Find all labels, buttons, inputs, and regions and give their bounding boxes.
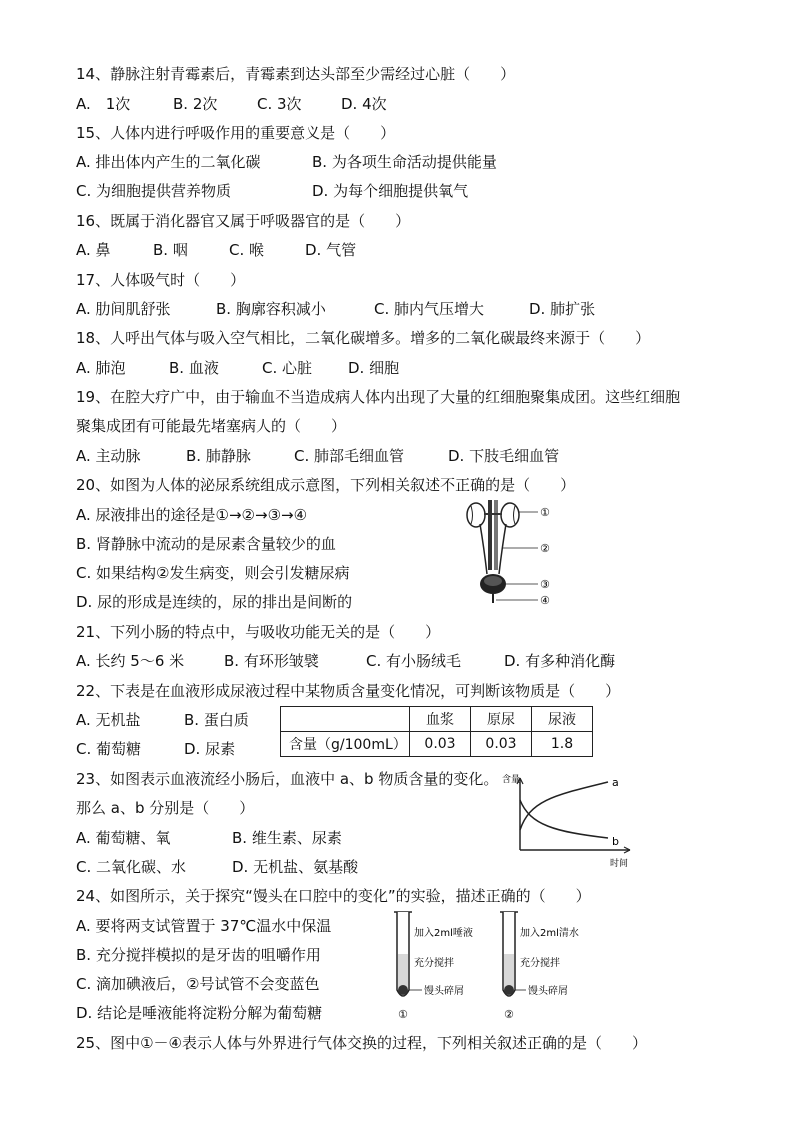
question-20-stem: 20、如图为人体的泌尿系统组成示意图，下列相关叙述不正确的是（ ） [76, 476, 576, 494]
urinary-system-figure [456, 498, 556, 610]
tube2-top-label: 加入2ml清水 [520, 928, 579, 939]
question-19-stem-cont: 聚集成团有可能最先堵塞病人的（ ） [76, 417, 347, 435]
q14-option-b: B. 2次 [173, 95, 218, 113]
q22-option-d: D. 尿素 [184, 740, 236, 758]
q16-option-a: A. 鼻 [76, 241, 111, 259]
q15-option-c: C. 为细胞提供营养物质 [76, 182, 232, 200]
q15-option-a: A. 排出体内产生的二氧化碳 [76, 153, 261, 171]
q20-option-b: B. 肾静脉中流动的是尿素含量较少的血 [76, 535, 336, 553]
table-cell: 1.8 [532, 732, 593, 757]
q16-option-b: B. 咽 [153, 241, 188, 259]
table-header-cell: 血浆 [410, 707, 471, 732]
question-25-stem: 25、图中①－④表示人体与外界进行气体交换的过程，下列相关叙述正确的是（ ） [76, 1034, 647, 1052]
question-24-stem: 24、如图所示，关于探究“馒头在口腔中的变化”的实验，描述正确的（ ） [76, 887, 591, 905]
q16-option-c: C. 喉 [229, 241, 265, 259]
tube2-number: ② [504, 1008, 514, 1021]
question-15-stem: 15、人体内进行呼吸作用的重要意义是（ ） [76, 124, 396, 142]
q17-option-a: A. 肋间肌舒张 [76, 300, 171, 318]
question-21-stem: 21、下列小肠的特点中，与吸收功能无关的是（ ） [76, 623, 441, 641]
table-header-cell: 尿液 [532, 707, 593, 732]
q20-option-d: D. 尿的形成是连续的，尿的排出是间断的 [76, 593, 353, 611]
y-axis-label: 含量 [502, 775, 521, 785]
q19-option-d: D. 下肢毛细血管 [448, 447, 560, 465]
question-16-stem: 16、既属于消化器官又属于呼吸器官的是（ ） [76, 212, 411, 230]
question-23-stem: 23、如图表示血液流经小肠后，血液中 a、b 物质含量的变化。 [76, 770, 499, 788]
table-header-cell [281, 707, 410, 732]
q18-option-d: D. 细胞 [348, 359, 400, 377]
q18-option-b: B. 血液 [169, 359, 219, 377]
fig20-label-3: ③ [540, 578, 550, 591]
q21-option-c: C. 有小肠绒毛 [366, 652, 462, 670]
q22-option-c: C. 葡萄糖 [76, 740, 142, 758]
q17-option-c: C. 肺内气压增大 [374, 300, 485, 318]
curve-b [520, 800, 608, 838]
ab-content-graph [500, 770, 640, 870]
q23-option-b: B. 维生素、尿素 [232, 829, 342, 847]
q22-option-b: B. 蛋白质 [184, 711, 249, 729]
question-19-stem: 19、在腔大疗广中，由于输血不当造成病人体内出现了大量的红细胞聚集成团。这些红细胞 [76, 388, 681, 406]
tube1-top-label: 加入2ml唾液 [414, 928, 473, 939]
fig20-label-2: ② [540, 542, 550, 555]
q18-option-a: A. 肺泡 [76, 359, 126, 377]
q21-option-b: B. 有环形皱襞 [224, 652, 319, 670]
fig20-label-4: ④ [540, 594, 550, 607]
q20-option-c: C. 如果结构②发生病变，则会引发糖尿病 [76, 564, 350, 582]
q14-option-c: C. 3次 [257, 95, 302, 113]
q24-option-a: A. 要将两支试管置于 37℃温水中保温 [76, 917, 332, 935]
question-17-stem: 17、人体吸气时（ ） [76, 271, 246, 289]
q23-option-d: D. 无机盐、氨基酸 [232, 858, 359, 876]
tube2-mid-label: 充分搅拌 [520, 958, 560, 969]
curve-a [520, 782, 608, 830]
q16-option-d: D. 气管 [305, 241, 357, 259]
q17-option-b: B. 胸廓容积减小 [216, 300, 326, 318]
test-tube-figure [388, 908, 598, 1026]
table-row [281, 732, 593, 757]
q15-option-d: D. 为每个细胞提供氧气 [312, 182, 469, 200]
q19-option-b: B. 肺静脉 [186, 447, 251, 465]
substance-table [280, 706, 593, 757]
q19-option-a: A. 主动脉 [76, 447, 141, 465]
q14-option-a: A. 1次 [76, 95, 131, 113]
q19-option-c: C. 肺部毛细血管 [294, 447, 405, 465]
table-cell: 0.03 [471, 732, 532, 757]
q21-option-d: D. 有多种消化酶 [504, 652, 616, 670]
table-cell: 0.03 [410, 732, 471, 757]
q24-option-d: D. 结论是唾液能将淀粉分解为葡萄糖 [76, 1004, 323, 1022]
q23-option-a: A. 葡萄糖、氧 [76, 829, 171, 847]
question-22-stem: 22、下表是在血液形成尿液过程中某物质含量变化情况，可判断该物质是（ ） [76, 682, 621, 700]
q23-option-c: C. 二氧化碳、水 [76, 858, 187, 876]
q24-option-c: C. 滴加碘液后，②号试管不会变蓝色 [76, 975, 320, 993]
question-14-stem: 14、静脉注射青霉素后，青霉素到达头部至少需经过心脏（ ） [76, 65, 516, 83]
tube1-number: ① [398, 1008, 408, 1021]
q22-option-a: A. 无机盐 [76, 711, 141, 729]
tube1-bottom-label: 馒头碎屑 [424, 986, 464, 997]
tube1-mid-label: 充分搅拌 [414, 958, 454, 969]
table-header-cell: 原尿 [471, 707, 532, 732]
q21-option-a: A. 长约 5～6 米 [76, 652, 185, 670]
q15-option-b: B. 为各项生命活动提供能量 [312, 153, 497, 171]
question-23-stem-cont: 那么 a、b 分别是（ ） [76, 799, 255, 817]
x-axis-label: 时间 [610, 859, 629, 869]
series-a-label: a [612, 776, 619, 789]
question-18-stem: 18、人呼出气体与吸入空气相比，二氧化碳增多。增多的二氧化碳最终来源于（ ） [76, 329, 651, 347]
q24-option-b: B. 充分搅拌模拟的是牙齿的咀嚼作用 [76, 946, 321, 964]
tube2-bottom-label: 馒头碎屑 [528, 986, 568, 997]
q17-option-d: D. 肺扩张 [529, 300, 596, 318]
fig20-label-1: ① [540, 506, 550, 519]
table-row [281, 707, 593, 732]
table-row-label: 含量（g/100mL） [281, 732, 410, 757]
q14-option-d: D. 4次 [341, 95, 387, 113]
q18-option-c: C. 心脏 [262, 359, 313, 377]
q20-option-a: A. 尿液排出的途径是①→②→③→④ [76, 506, 308, 524]
series-b-label: b [612, 835, 619, 848]
